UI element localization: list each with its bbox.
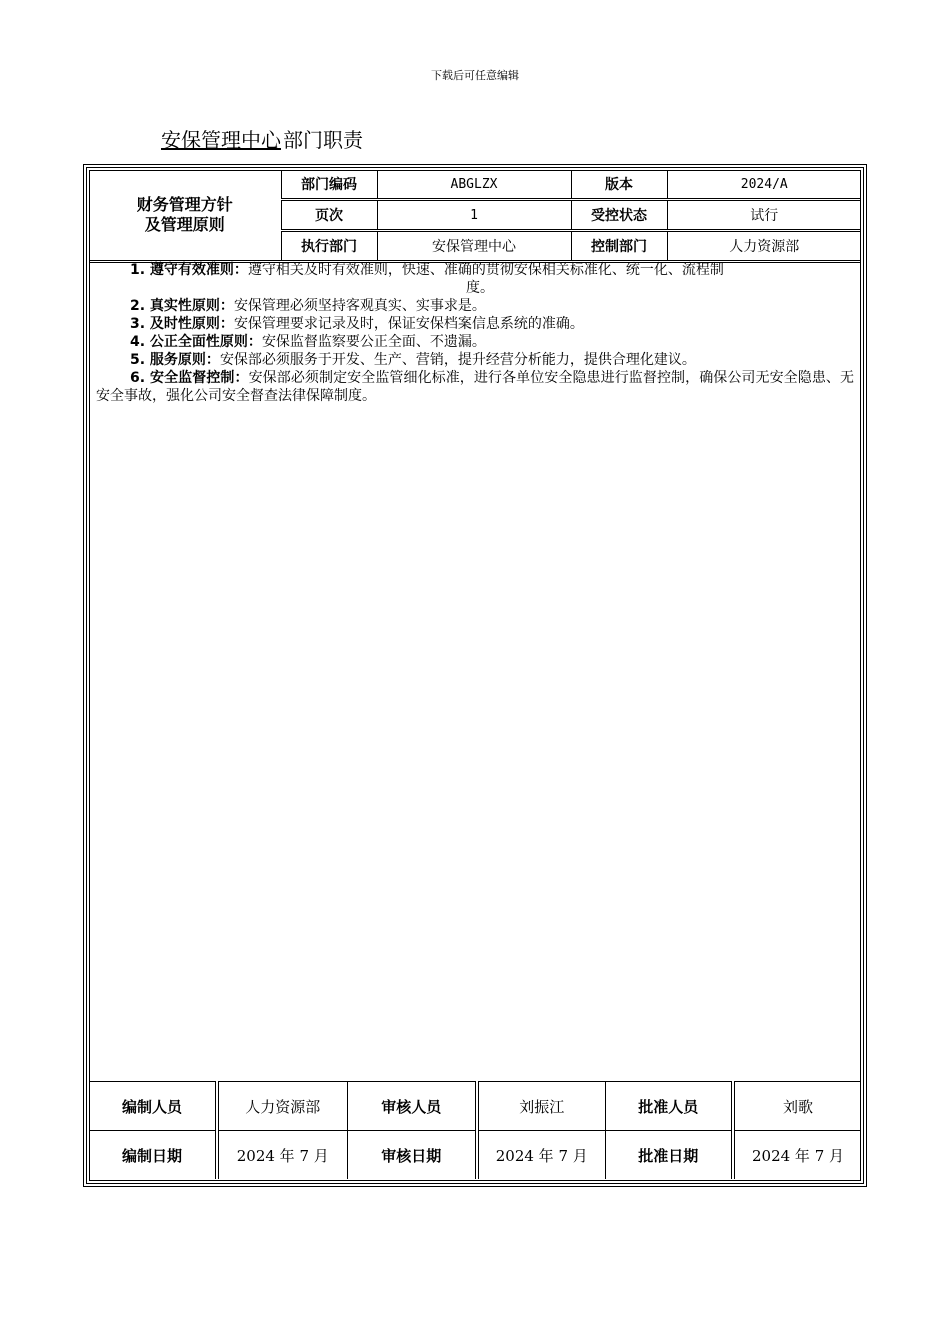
title-suffix: 部门职责: [283, 128, 363, 152]
principle-title: 4. 公正全面性原则：: [130, 334, 262, 350]
principle-continuation: 度。: [466, 280, 494, 296]
compile-date-value: 2024 年 7 月: [217, 1131, 347, 1180]
page-label: 页次: [281, 200, 377, 231]
signoff-table: [89, 1081, 861, 1179]
principle-title: 2. 真实性原则：: [130, 298, 234, 314]
control-status-label: 受控状态: [571, 200, 667, 231]
signoff-row: [89, 1082, 861, 1131]
page-value: 1: [377, 200, 571, 231]
control-dept-label: 控制部门: [571, 231, 667, 262]
principle-title: 1. 遵守有效准则：: [130, 262, 248, 278]
principle-title: 6. 安全监督控制：: [130, 370, 249, 386]
title-department: 安保管理中心: [161, 128, 281, 152]
principle-text: 遵守相关及时有效准则，快速、准确的贯彻安保相关标准化、统一化、流程制: [247, 262, 724, 278]
principles-list: [96, 261, 854, 405]
version-value: 2024/A: [667, 170, 861, 200]
policy-title-line-1: 财务管理方针: [136, 195, 233, 214]
review-date-value: 2024 年 7 月: [477, 1131, 605, 1180]
principle-item: [96, 351, 854, 369]
compiler-value: 人力资源部: [217, 1082, 347, 1131]
exec-dept-value: 安保管理中心: [377, 231, 571, 262]
exec-dept-label: 执行部门: [281, 231, 377, 262]
approver-value: 刘歌: [733, 1082, 861, 1131]
principle-item: [96, 333, 854, 351]
principle-title: 3. 及时性原则：: [130, 316, 234, 332]
principle-text: 安保部必须服务于开发、生产、营销，提升经营分析能力，提供合理化建议。: [219, 352, 696, 368]
reviewer-label: 审核人员: [347, 1082, 477, 1131]
principle-item: [96, 297, 854, 315]
principle-text: 安保监督监察要公正全面、不遗漏。: [261, 334, 486, 350]
approve-date-label: 批准日期: [605, 1131, 733, 1180]
principle-title: 5. 服务原则：: [130, 352, 220, 368]
dept-code-label: 部门编码: [281, 170, 377, 200]
control-dept-value: 人力资源部: [667, 231, 861, 262]
review-date-label: 审核日期: [347, 1131, 477, 1180]
principle-text: 安保管理必须坚持客观真实、实事求是。: [233, 298, 486, 314]
policy-title-cell: [89, 170, 281, 262]
principle-item: [96, 315, 854, 333]
principle-text: 安保部必须制定安全监管细化标准，进行各单位安全隐患进行监督控制，确保公司无安全隐患、无安全事故，强化公司安全督查法律保障制度。: [96, 370, 855, 404]
dept-code-value: ABGLZX: [377, 170, 571, 200]
header-row: [89, 170, 861, 200]
reviewer-value: 刘振江: [477, 1082, 605, 1131]
compiler-label: 编制人员: [89, 1082, 217, 1131]
principle-item: [96, 261, 854, 297]
watermark-text: 下载后可任意编辑: [431, 69, 519, 82]
principle-item: [96, 369, 854, 405]
principle-text: 安保管理要求记录及时，保证安保档案信息系统的准确。: [233, 316, 584, 332]
header-table: [89, 170, 861, 263]
compile-date-label: 编制日期: [89, 1131, 217, 1180]
approver-label: 批准人员: [605, 1082, 733, 1131]
version-label: 版本: [571, 170, 667, 200]
approve-date-value: 2024 年 7 月: [733, 1131, 861, 1180]
policy-title-line-2: 及管理原则: [144, 215, 225, 234]
signoff-row: [89, 1131, 861, 1180]
control-status-value: 试行: [667, 200, 861, 231]
page-title: [143, 124, 363, 153]
